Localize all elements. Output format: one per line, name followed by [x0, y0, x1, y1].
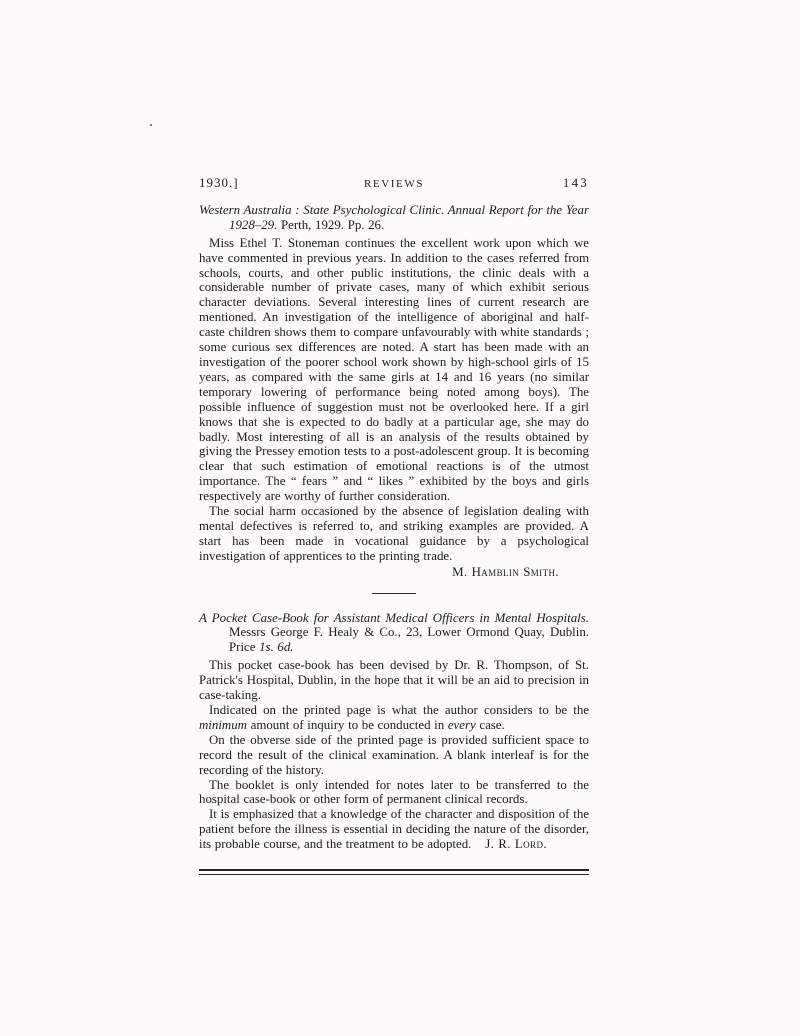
section-divider [372, 593, 416, 594]
page-number: 143 [562, 175, 589, 190]
review-title-main: A Pocket Case-Book for Assistant Medical Officers in Mental Hospitals. [199, 610, 589, 625]
review-pocket-casebook [199, 611, 589, 853]
review-title-imprint: Perth, 1929. Pp. 26. [277, 217, 385, 232]
review-paragraph [199, 703, 589, 733]
section-title: REVIEWS [363, 178, 425, 190]
reviewer-signature: M. Hamblin Smith. [452, 564, 559, 579]
review-paragraph: The social harm occasioned by the absence of legislation dealing with mental defectives is referred to, and striking examples are provided. A start has been made in vocational guidance by a psychological investigation of apprentices to the printing trade. [199, 504, 589, 563]
footer-rule-thick [199, 869, 589, 871]
review-western-australia [199, 203, 589, 580]
review-title-price: 1s. 6d. [259, 640, 294, 655]
running-head [199, 176, 589, 192]
review-title [199, 203, 589, 233]
review-paragraph: On the obverse side of the printed page is provided sufficient space to record the result of the clinical examination. A blank interleaf is for the recording of the history. [199, 732, 589, 777]
paragraph-segment-italic: every [447, 717, 476, 732]
footer-double-rule [199, 869, 589, 875]
review-paragraph: This pocket case-book has been devised by Dr. R. Thompson, of St. Patrick's Hospital, Dublin, in the hope that it will be an aid to precision in case-taking. [199, 658, 589, 703]
review-paragraph: Miss Ethel T. Stoneman continues the excellent work upon which we have commented in previous years. In addition to the cases referred from schools, courts, and other public institutions, the clinic deals with a considerable number of private cases, many of which exhibit serious character deviations. Several interesting lines of current research are mentioned. An investigation of the intelligence of aboriginal and half-caste children shows them to compare unfavourably with white standards ; some curious sex differences are noted. A start has been made with an investigation of the poorer school work shown by high-school girls of 15 years, as compared with the same girls at 14 and 16 years (no similar temporary lowering of performance being noted among boys). The possible influence of suggestion must not be overlooked here. If a girl knows that she is expected to do badly at a particular age, she may do badly. Most interesting of all is an analysis of the results obtained by giving the Pressey emotion tests to a post-adolescent group. It is becoming clear that such estimation of emotional reactions is of the utmost importance. The “ fears ” and “ likes ” exhibited by the boys and girls respectively are worthy of further consideration. [199, 235, 589, 504]
paragraph-segment: case. [475, 717, 505, 732]
paragraph-segment: It is emphasized that a knowledge of the character and disposition of the patient before the illness is essential in deciding the nature of the disorder, its probable course, and the treatment to be adopted. [199, 807, 589, 852]
review-paragraph: The booklet is only intended for notes later to be transferred to the hospital case-book or other form of permanent clinical records. [199, 777, 589, 807]
ink-speck [150, 124, 152, 126]
year-label: 1930.] [199, 175, 239, 190]
reviewer-signature: J. R. Lord. [485, 837, 547, 852]
review-title-main: Western Australia : State Psychological Clinic. Annual Report for the Year 1928–29. [199, 202, 589, 232]
paragraph-segment: Indicated on the printed page is what the author considers to be the [209, 703, 589, 717]
paragraph-segment: amount of inquiry to be conducted in [246, 717, 448, 732]
footer-rule-thin [199, 874, 589, 875]
review-paragraph [199, 807, 589, 852]
paragraph-segment-italic: minimum [199, 717, 247, 732]
review-title-publisher: Messrs George F. Healy & Co., 23, Lower Ormond Quay, Dublin. Price [229, 625, 589, 655]
review-title [199, 611, 589, 656]
text-column [199, 176, 589, 875]
